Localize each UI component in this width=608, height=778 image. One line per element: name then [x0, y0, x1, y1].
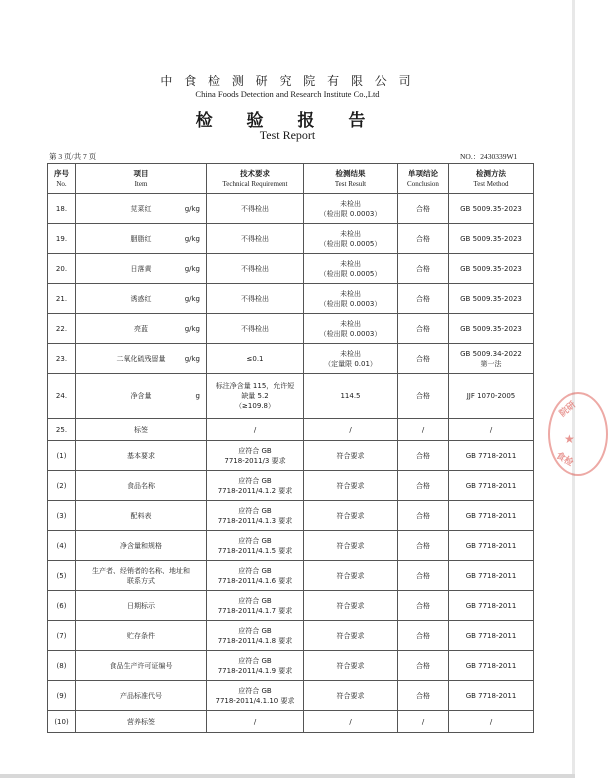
cell-result-line: 未检出: [340, 289, 361, 298]
organization-name-cn: 中 食 检 测 研 究 院 有 限 公 司: [160, 74, 415, 88]
cell-result: [304, 561, 398, 591]
cell-conclusion: 合格: [398, 314, 449, 344]
cell-requirement: [207, 501, 304, 531]
cell-result-line: （检出限 0.0003）: [319, 329, 382, 338]
cell-item: [76, 344, 207, 374]
cell-result-line: 未检出: [340, 229, 361, 238]
cell-requirement-line: 不得检出: [241, 264, 269, 273]
item-unit: g/kg: [184, 294, 200, 303]
cell-requirement-line: 应符合 GB: [238, 506, 272, 515]
column-header-no: 序号 No.: [48, 164, 76, 194]
cell-requirement: [207, 374, 304, 419]
cell-method-line: GB 7718-2011: [465, 661, 517, 670]
cell-requirement: [207, 441, 304, 471]
table-row: [48, 314, 534, 344]
cell-method-line: GB 5009.35-2023: [460, 204, 522, 213]
cell-result: [304, 374, 398, 419]
item-unit: g/kg: [184, 354, 200, 363]
cell-no: 21.: [48, 284, 76, 314]
cell-requirement-line: 应符合 GB: [238, 596, 272, 605]
cell-requirement-line: 应符合 GB: [238, 656, 272, 665]
item-name: 亮蓝: [134, 324, 148, 333]
cell-method-line: GB 7718-2011: [465, 571, 517, 580]
cell-requirement: [207, 711, 304, 733]
cell-method-line: /: [489, 717, 493, 726]
table-row: [48, 419, 534, 441]
cell-method: [449, 471, 534, 501]
cell-result: [304, 711, 398, 733]
cell-requirement: [207, 591, 304, 621]
cell-no: 18.: [48, 194, 76, 224]
page-bottom-edge: [0, 774, 575, 778]
cell-result: [304, 591, 398, 621]
cell-no: (5): [48, 561, 76, 591]
cell-result-line: 符合要求: [336, 571, 365, 580]
cell-method: [449, 224, 534, 254]
cell-result-line: 符合要求: [336, 691, 365, 700]
cell-conclusion: 合格: [398, 501, 449, 531]
item-name: 净含量: [130, 392, 152, 400]
item-name: 胭脂红: [130, 234, 152, 243]
cell-result: [304, 314, 398, 344]
cell-method: [449, 531, 534, 561]
cell-requirement: [207, 561, 304, 591]
cell-method: [449, 591, 534, 621]
cell-no: 22.: [48, 314, 76, 344]
cell-requirement-line: 不得检出: [241, 234, 269, 243]
cell-method: [449, 344, 534, 374]
column-header-conclusion: 单项结论 Conclusion: [398, 164, 449, 194]
cell-method: [449, 561, 534, 591]
cell-requirement-line: /: [253, 425, 257, 434]
cell-result-line: （检出限 0.0003）: [319, 209, 382, 218]
cell-result-line: 未检出: [340, 319, 361, 328]
item-name: 配料表: [130, 511, 152, 520]
cell-conclusion: 合格: [398, 284, 449, 314]
table-row: [48, 681, 534, 711]
cell-requirement-line: 标注净含量 115，允许短: [215, 382, 295, 390]
item-name: 食品名称: [127, 481, 155, 490]
cell-method: [449, 314, 534, 344]
cell-requirement-line: /: [253, 717, 257, 726]
cell-method-line: GB 7718-2011: [465, 451, 517, 460]
cell-result-line: 未检出: [340, 259, 361, 268]
cell-requirement-line: 不得检出: [241, 324, 269, 333]
cell-result: [304, 501, 398, 531]
page-number: 第 3 页/共 7 页: [49, 152, 97, 161]
cell-no: 19.: [48, 224, 76, 254]
table-row: [48, 561, 534, 591]
cell-item: [76, 711, 207, 733]
table-row: [48, 621, 534, 651]
cell-conclusion: 合格: [398, 224, 449, 254]
table-row: [48, 471, 534, 501]
cell-requirement: [207, 651, 304, 681]
cell-result-line: （定量限 0.01）: [324, 359, 377, 368]
cell-result: [304, 441, 398, 471]
item-name: 营养标签: [127, 717, 155, 726]
table-row: [48, 374, 534, 419]
cell-requirement-line: 应符合 GB: [238, 536, 272, 545]
cell-result-line: 符合要求: [336, 631, 365, 640]
table-row: [48, 194, 534, 224]
cell-result-line: 符合要求: [336, 541, 365, 550]
cell-requirement: [207, 531, 304, 561]
cell-method: [449, 651, 534, 681]
cell-item: [76, 374, 207, 419]
cell-result: [304, 621, 398, 651]
cell-method-line: GB 5009.35-2023: [460, 294, 522, 303]
cell-no: (1): [48, 441, 76, 471]
cell-conclusion: 合格: [398, 651, 449, 681]
cell-item: [76, 471, 207, 501]
official-seal-stamp: 院研 ★ 食检: [548, 392, 608, 476]
cell-requirement-line: 应符合 GB: [238, 626, 272, 635]
cell-conclusion: 合格: [398, 254, 449, 284]
cell-method: [449, 621, 534, 651]
cell-result-line: （检出限 0.0005）: [319, 239, 382, 248]
cell-result-line: 符合要求: [336, 451, 365, 460]
cell-method: [449, 681, 534, 711]
cell-requirement-line: 不得检出: [241, 294, 269, 303]
cell-conclusion: 合格: [398, 681, 449, 711]
cell-method: [449, 284, 534, 314]
cell-conclusion: 合格: [398, 344, 449, 374]
cell-requirement: [207, 194, 304, 224]
cell-conclusion: 合格: [398, 591, 449, 621]
cell-result: [304, 419, 398, 441]
cell-result: [304, 344, 398, 374]
cell-method-line: GB 5009.35-2023: [460, 324, 522, 333]
table-row: [48, 651, 534, 681]
column-header-result: 检测结果 Test Result: [304, 164, 398, 194]
cell-result: [304, 681, 398, 711]
item-name: 生产者、经销者的名称、地址和联系方式: [92, 566, 190, 585]
item-name: 净含量和规格: [120, 541, 162, 550]
cell-result-line: 符合要求: [336, 661, 365, 670]
cell-conclusion: 合格: [398, 194, 449, 224]
cell-conclusion: 合格: [398, 374, 449, 419]
cell-requirement-line: 缺量 5.2: [241, 392, 269, 400]
cell-requirement-line: 7718-2011/4.1.9 要求: [217, 666, 293, 675]
cell-no: (9): [48, 681, 76, 711]
cell-item: [76, 194, 207, 224]
cell-no: (10): [48, 711, 76, 733]
cell-result: [304, 254, 398, 284]
cell-no: (3): [48, 501, 76, 531]
item-unit: g/kg: [184, 234, 200, 243]
item-unit: g: [195, 392, 200, 400]
cell-method-line: GB 7718-2011: [465, 601, 517, 610]
table-row: [48, 501, 534, 531]
cell-method: [449, 501, 534, 531]
table-row: [48, 531, 534, 561]
cell-result-line: 114.5: [340, 392, 361, 400]
cell-result: [304, 284, 398, 314]
item-name: 贮存条件: [127, 631, 155, 640]
cell-conclusion: /: [398, 419, 449, 441]
cell-method-line: 第一法: [480, 359, 502, 368]
cell-requirement: [207, 419, 304, 441]
cell-requirement-line: （≥109.8）: [235, 402, 275, 410]
cell-requirement: [207, 344, 304, 374]
cell-result: [304, 194, 398, 224]
cell-result: [304, 224, 398, 254]
cell-item: [76, 419, 207, 441]
table-row: [48, 284, 534, 314]
cell-method-line: /: [489, 425, 493, 434]
item-name: 苋菜红: [130, 204, 152, 213]
cell-no: (6): [48, 591, 76, 621]
cell-requirement: [207, 314, 304, 344]
cell-requirement-line: 应符合 GB: [238, 686, 272, 695]
cell-result: [304, 651, 398, 681]
cell-method-line: JJF 1070-2005: [466, 392, 516, 400]
cell-requirement-line: 7718-2011/3 要求: [224, 456, 286, 465]
cell-requirement-line: 应符合 GB: [238, 446, 272, 455]
cell-result-line: 符合要求: [336, 481, 365, 490]
cell-requirement-line: 应符合 GB: [238, 476, 272, 485]
cell-result-line: 符合要求: [336, 601, 365, 610]
cell-requirement: [207, 284, 304, 314]
table-row: [48, 254, 534, 284]
cell-requirement-line: 7718-2011/4.1.2 要求: [217, 486, 293, 495]
cell-requirement-line: 7718-2011/4.1.5 要求: [217, 546, 293, 555]
table-row: [48, 441, 534, 471]
cell-requirement: [207, 254, 304, 284]
cell-requirement-line: 7718-2011/4.1.3 要求: [217, 516, 293, 525]
cell-item: [76, 441, 207, 471]
cell-no: (8): [48, 651, 76, 681]
report-number: NO.：2430339W1: [460, 152, 518, 161]
cell-method: [449, 441, 534, 471]
cell-requirement: [207, 471, 304, 501]
cell-method-line: GB 5009.35-2023: [460, 264, 522, 273]
cell-conclusion: /: [398, 711, 449, 733]
table-header-row: [48, 164, 534, 194]
report-title-en: Test Report: [259, 128, 316, 142]
cell-item: [76, 254, 207, 284]
cell-method: [449, 419, 534, 441]
cell-item: [76, 501, 207, 531]
cell-result-line: 未检出: [340, 349, 361, 358]
cell-item: [76, 621, 207, 651]
cell-requirement-line: 7718-2011/4.1.6 要求: [217, 576, 293, 585]
cell-result-line: 未检出: [340, 199, 361, 208]
cell-requirement-line: 7718-2011/4.1.10 要求: [215, 696, 295, 705]
cell-method-line: GB 5009.35-2023: [460, 234, 522, 243]
cell-conclusion: 合格: [398, 561, 449, 591]
cell-no: 23.: [48, 344, 76, 374]
table-row: [48, 224, 534, 254]
cell-method-line: GB 7718-2011: [465, 481, 517, 490]
cell-result-line: （检出限 0.0003）: [319, 299, 382, 308]
cell-item: [76, 284, 207, 314]
cell-method: [449, 194, 534, 224]
cell-requirement-line: 7718-2011/4.1.7 要求: [217, 606, 293, 615]
item-name: 标签: [134, 425, 148, 434]
cell-method-line: GB 7718-2011: [465, 511, 517, 520]
cell-item: [76, 591, 207, 621]
cell-conclusion: 合格: [398, 531, 449, 561]
cell-method-line: GB 7718-2011: [465, 691, 517, 700]
table-row: [48, 711, 534, 733]
cell-result-line: /: [349, 425, 352, 434]
cell-requirement: [207, 224, 304, 254]
item-name: 基本要求: [127, 451, 155, 460]
item-unit: g/kg: [184, 264, 200, 273]
cell-method: [449, 254, 534, 284]
cell-conclusion: 合格: [398, 621, 449, 651]
cell-item: [76, 224, 207, 254]
cell-result-line: 符合要求: [336, 511, 365, 520]
cell-requirement-line: 7718-2011/4.1.8 要求: [217, 636, 293, 645]
item-unit: g/kg: [184, 204, 200, 213]
report-title-cn: 检 验 报 告: [195, 111, 380, 131]
column-header-requirement: 技术要求 Technical Requirement: [207, 164, 304, 194]
cell-no: (7): [48, 621, 76, 651]
cell-item: [76, 681, 207, 711]
cell-method-line: GB 5009.34-2022: [460, 349, 522, 358]
cell-requirement: [207, 621, 304, 651]
cell-result-line: （检出限 0.0005）: [319, 269, 382, 278]
item-unit: g/kg: [184, 324, 200, 333]
item-name: 二氧化硫残留量: [116, 354, 166, 363]
cell-no: 24.: [48, 374, 76, 419]
cell-requirement-line: 不得检出: [241, 204, 269, 213]
cell-item: [76, 561, 207, 591]
item-name: 诱惑红: [130, 294, 152, 303]
cell-requirement: [207, 681, 304, 711]
cell-item: [76, 314, 207, 344]
cell-result-line: /: [349, 717, 352, 726]
item-name: 日期标示: [127, 601, 155, 610]
organization-name-en: China Foods Detection and Research Institute Co.,Ltd: [195, 89, 380, 99]
cell-result: [304, 471, 398, 501]
column-header-method: 检测方法 Test Method: [449, 164, 534, 194]
table-row: [48, 344, 534, 374]
cell-item: [76, 531, 207, 561]
cell-no: 25.: [48, 419, 76, 441]
cell-method-line: GB 7718-2011: [465, 631, 517, 640]
cell-no: (4): [48, 531, 76, 561]
cell-requirement-line: 应符合 GB: [238, 566, 272, 575]
cell-method-line: GB 7718-2011: [465, 541, 517, 550]
item-name: 食品生产许可证编号: [109, 661, 173, 670]
cell-requirement-line: ≤0.1: [246, 354, 264, 363]
cell-item: [76, 651, 207, 681]
test-results-table: [47, 163, 534, 733]
item-name: 日落黄: [130, 264, 152, 273]
cell-result: [304, 531, 398, 561]
cell-no: (2): [48, 471, 76, 501]
item-name: 产品标准代号: [120, 691, 162, 700]
column-header-item: 项目 Item: [76, 164, 207, 194]
cell-no: 20.: [48, 254, 76, 284]
cell-conclusion: 合格: [398, 441, 449, 471]
table-row: [48, 591, 534, 621]
cell-conclusion: 合格: [398, 471, 449, 501]
cell-method: [449, 711, 534, 733]
cell-method: [449, 374, 534, 419]
